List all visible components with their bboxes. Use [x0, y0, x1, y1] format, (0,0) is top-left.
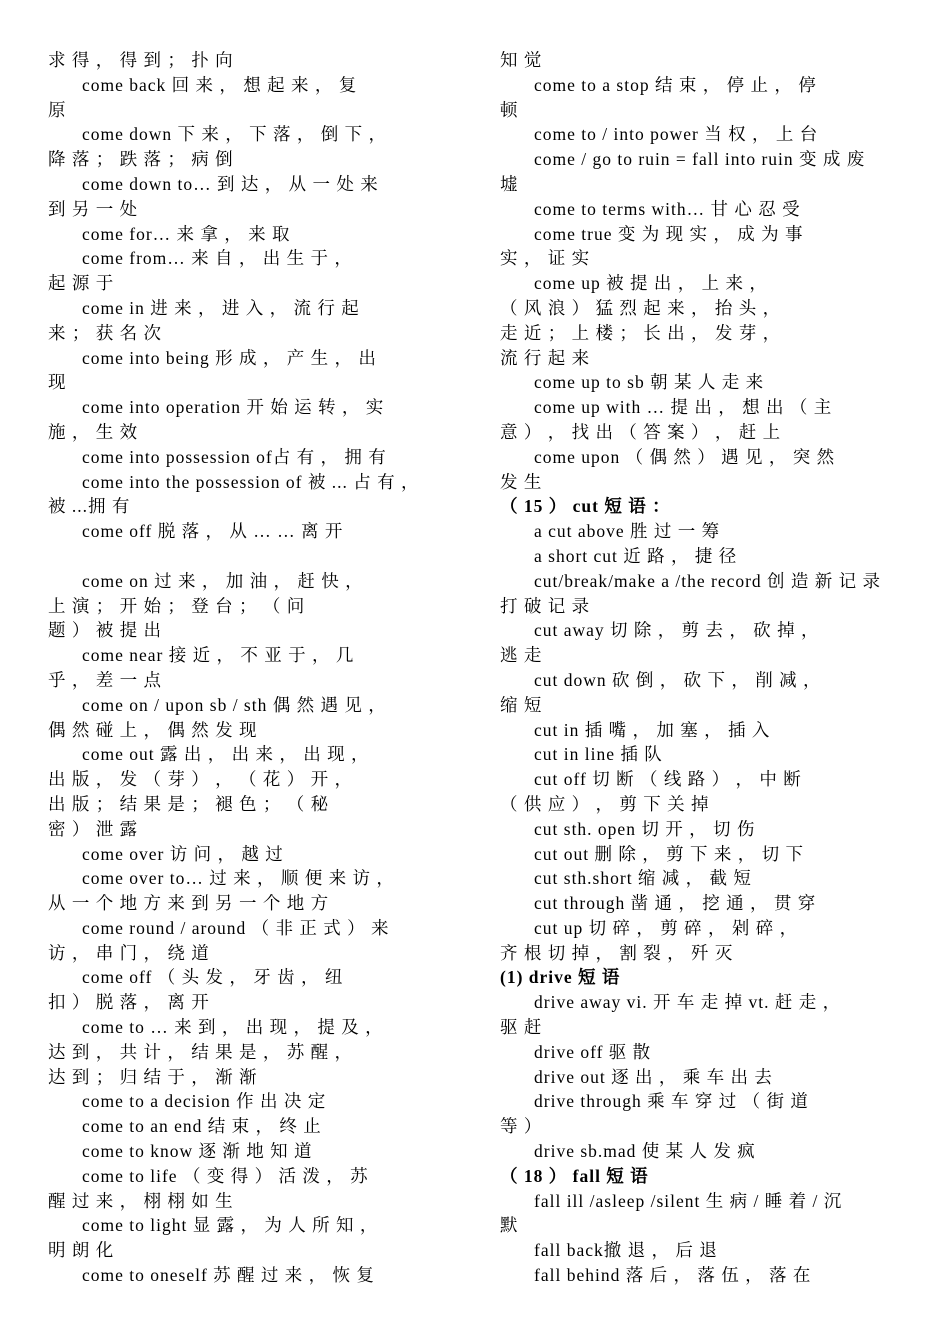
left-line: come down 下 来 ， 下 落 ， 倒 下 ， [82, 124, 388, 145]
left-line: come near 接 近 ， 不 亚 于 ， 几 [82, 645, 355, 666]
right-line: （ 供 应 ） ， 剪 下 关 掉 [500, 793, 710, 814]
left-line: come back 回 来 ， 想 起 来 ， 复 [82, 74, 358, 95]
left-line: 求 得 ， 得 到 ； 扑 向 [48, 50, 234, 70]
right-line: come up with … 提 出 ， 想 出 （ 主 [534, 397, 833, 418]
left-line: come into being 形 成 ， 产 生 ， 出 [82, 347, 377, 368]
left-line: 出 版 ； 结 果 是 ； 褪 色 ； （ 秘 [48, 793, 330, 814]
right-line: 顿 [500, 99, 519, 120]
right-line: 流 行 起 来 [500, 347, 591, 368]
left-line: 明 朗 化 [48, 1240, 115, 1261]
right-line: （ 18 ） fall 短 语 [500, 1165, 649, 1186]
right-line: cut in line 插 队 [534, 744, 663, 765]
right-line: drive off 驱 散 [534, 1041, 652, 1062]
left-line: come down to… 到 达 ， 从 一 处 来 [82, 173, 379, 194]
left-line: come over 访 问 ， 越 过 [82, 843, 284, 864]
left-line: come to know 逐 渐 地 知 道 [82, 1141, 313, 1162]
right-line: cut sth.short 缩 减 ， 截 短 [534, 868, 752, 889]
right-line: drive away vi. 开 车 走 掉 vt. 赶 走 ， [534, 992, 842, 1013]
right-line: cut down 砍 倒 ， 砍 下 ， 削 减 ， [534, 669, 822, 690]
left-line: come round / around （ 非 正 式 ） 来 [82, 917, 390, 938]
left-line: 乎 ， 差 一 点 [48, 669, 162, 690]
left-line: 到 另 一 处 [48, 198, 139, 219]
left-line: 来 ； 获 名 次 [48, 322, 162, 343]
right-line: 知 觉 [500, 50, 543, 70]
left-line: come out 露 出 ， 出 来 ， 出 现 ， [82, 744, 370, 765]
right-line: cut through 凿 通 ， 挖 通 ， 贯 穿 [534, 893, 817, 914]
left-line: 被 ...拥 有 [48, 496, 131, 517]
left-line: 访 ， 串 门 ， 绕 道 [48, 942, 210, 963]
left-line: come into the possession of 被 ... 占 有 ， [82, 471, 420, 492]
right-line: come to / into power 当 权 ， 上 台 [534, 124, 819, 145]
right-line: fall ill /asleep /silent 生 病 / 睡 着 / 沉 [534, 1190, 843, 1211]
right-line: cut away 切 除 ， 剪 去 ， 砍 掉 ， [534, 620, 820, 641]
right-line: cut/break/make a /the record 创 造 新 记 录 [534, 570, 882, 591]
left-line: 扣 ） 脱 落 ， 离 开 [48, 992, 210, 1013]
right-line: （ 15 ） cut 短 语 ： [500, 496, 671, 517]
right-line: cut sth. open 切 开 ， 切 伤 [534, 818, 756, 839]
right-line: 发 生 [500, 471, 543, 492]
right-line: come upon （ 偶 然 ） 遇 见 ， 突 然 [534, 446, 836, 467]
right-line: 驱 赶 [500, 1017, 543, 1038]
left-line: come from… 来 自 ， 出 生 于 ， [82, 248, 353, 269]
left-line: come into possession of占 有 ， 拥 有 [82, 446, 387, 467]
right-line: （ 风 浪 ） 猛 烈 起 来 ， 抬 头 ， [500, 297, 782, 318]
right-line: fall back撤 退 ， 后 退 [534, 1240, 718, 1261]
left-line: come on 过 来 ， 加 油 ， 赶 快 ， [82, 570, 364, 591]
right-line: come up to sb 朝 某 人 走 来 [534, 372, 765, 393]
left-line: come off 脱 落 ， 从 … … 离 开 [82, 521, 344, 542]
left-line: come to a decision 作 出 决 定 [82, 1091, 327, 1112]
left-line: 降 落 ； 跌 落 ； 病 倒 [48, 149, 234, 170]
right-line: come to a stop 结 束 ， 停 止 ， 停 [534, 74, 817, 95]
right-line: cut up 切 碎 ， 剪 碎 ， 剁 碎 ， [534, 917, 799, 938]
right-line: 齐 根 切 掉 ， 割 裂 ， 歼 灭 [500, 942, 734, 963]
left-line: come for… 来 拿 ， 来 取 [82, 223, 291, 244]
left-line: 原 [48, 99, 67, 120]
left-line: 从 一 个 地 方 来 到 另 一 个 地 方 [48, 893, 330, 914]
right-line: a short cut 近 路 ， 捷 径 [534, 545, 738, 566]
left-line: 题 ） 被 提 出 [48, 620, 162, 641]
right-line: 走 近 ； 上 楼 ； 长 出 ， 发 芽 ， [500, 322, 782, 343]
left-line: 达 到 ； 归 结 于 ， 渐 渐 [48, 1066, 258, 1087]
left-line: 达 到 ， 共 计 ， 结 果 是 ， 苏 醒 ， [48, 1041, 353, 1062]
left-line: come into operation 开 始 运 转 ， 实 [82, 397, 385, 418]
left-line: come to life （ 变 得 ） 活 泼 ， 苏 [82, 1165, 369, 1186]
right-line: cut off 切 断 （ 线 路 ） ， 中 断 [534, 769, 802, 790]
right-line: fall behind 落 后 ， 落 伍 ， 落 在 [534, 1265, 812, 1286]
right-line: drive sb.mad 使 某 人 发 疯 [534, 1141, 756, 1162]
left-line: 醒 过 来 ， 栩 栩 如 生 [48, 1190, 234, 1211]
right-column [500, 48, 934, 1288]
left-line: 偶 然 碰 上 ， 偶 然 发 现 [48, 719, 258, 740]
right-line: 默 [500, 1215, 519, 1236]
right-line: come true 变 为 现 实 ， 成 为 事 [534, 223, 804, 244]
left-line: come to light 显 露 ， 为 人 所 知 ， [82, 1215, 379, 1236]
left-line: 施 ， 生 效 [48, 421, 139, 442]
right-line: (1) drive 短 语 [500, 967, 621, 988]
right-line: 墟 [500, 173, 519, 194]
right-line: 等 ） [500, 1116, 543, 1137]
right-line: cut in 插 嘴 ， 加 塞 ， 插 入 [534, 719, 771, 740]
left-line: come to an end 结 束 ， 终 止 [82, 1116, 322, 1137]
right-line: 意 ） ， 找 出 （ 答 案 ） ， 赶 上 [500, 421, 782, 442]
left-line [48, 544, 468, 569]
right-line: drive out 逐 出 ， 乘 车 出 去 [534, 1066, 773, 1087]
left-line: 出 版 ， 发 （ 芽 ） ， （ 花 ） 开 ， [48, 769, 353, 790]
left-line: come to oneself 苏 醒 过 来 ， 恢 复 [82, 1265, 375, 1286]
right-line: 缩 短 [500, 694, 543, 715]
right-line: cut out 删 除 ， 剪 下 来 ， 切 下 [534, 843, 804, 864]
left-column [48, 48, 468, 1288]
right-line: come to terms with… 甘 心 忍 受 [534, 198, 801, 219]
left-line: come on / upon sb / sth 偶 然 遇 见 ， [82, 694, 387, 715]
left-line: come to … 来 到 ， 出 现 ， 提 及 ， [82, 1017, 384, 1038]
right-line: drive through 乘 车 穿 过 （ 街 道 [534, 1091, 809, 1112]
left-line: 上 演 ； 开 始 ； 登 台 ； （ 问 [48, 595, 306, 616]
left-line: 起 源 于 [48, 273, 115, 294]
left-line: come over to… 过 来 ， 顺 便 来 访 ， [82, 868, 395, 889]
right-line: 实 ， 证 实 [500, 248, 591, 269]
right-line: come up 被 提 出 ， 上 来 ， [534, 273, 768, 294]
right-line: a cut above 胜 过 一 筹 [534, 521, 721, 542]
left-line: 密 ） 泄 露 [48, 818, 139, 839]
left-line: come in 进 来 ， 进 入 ， 流 行 起 [82, 297, 360, 318]
right-line: 打 破 记 录 [500, 595, 591, 616]
right-line: come / go to ruin = fall into ruin 变 成 废 [534, 149, 866, 170]
right-line: 逃 走 [500, 645, 543, 666]
left-line: come off （ 头 发 ， 牙 齿 ， 纽 [82, 967, 344, 988]
left-line: 现 [48, 372, 67, 393]
